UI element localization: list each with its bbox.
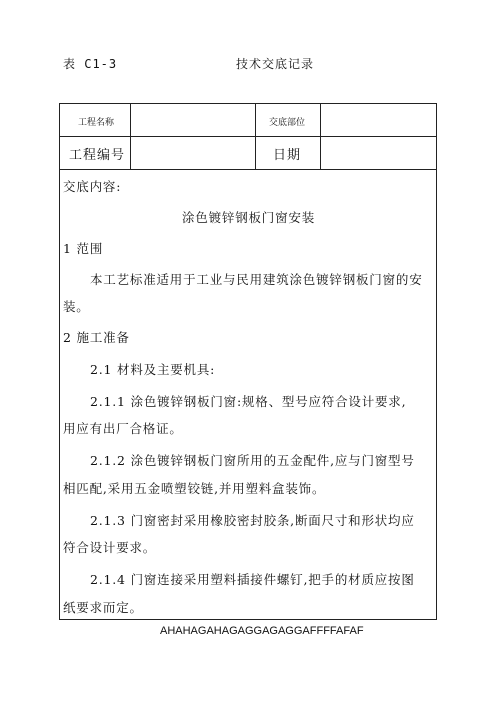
- content-line: 用应有出厂合格证。: [63, 421, 183, 436]
- handover-part-label: 交底部位: [269, 118, 306, 128]
- date-label: 日期: [273, 148, 302, 163]
- col-divider: [255, 104, 256, 169]
- content-line: 2.1.3 门窗密封采用橡胶密封胶条,断面尺寸和形状均应: [90, 513, 415, 528]
- form-number: 表 C1-3: [63, 57, 118, 71]
- project-number-label: 工程编号: [69, 148, 126, 163]
- row-divider: [60, 136, 436, 137]
- content-line: 相匹配,采用五金喷塑铰链,并用塑料盒装饰。: [63, 481, 326, 496]
- handover-record-table: [59, 103, 437, 620]
- content-line: 本工艺标准适用于工业与民用建筑涂色镀锌钢板门窗的安: [90, 272, 423, 287]
- content-line: 2.1 材料及主要机具:: [90, 362, 216, 377]
- content-line: 纸要求而定。: [63, 600, 143, 615]
- section-heading: 涂色镀锌钢板门窗安装: [182, 210, 316, 225]
- footer-text: AHAHAGAHAGAGGAGAGGAFFFFAFAF: [160, 625, 364, 637]
- col-divider: [130, 104, 131, 169]
- project-name-label: 工程名称: [78, 118, 115, 128]
- content-intro: 交底内容:: [63, 179, 122, 194]
- content-line: 1 范围: [63, 241, 104, 256]
- content-line: 2.1.1 涂色镀锌钢板门窗:规格、型号应符合设计要求,: [90, 394, 407, 409]
- content-line: 2 施工准备: [63, 330, 130, 345]
- content-line: 2.1.2 涂色镀锌钢板门窗所用的五金配件,应与门窗型号: [90, 453, 415, 468]
- content-line: 符合设计要求。: [63, 540, 157, 555]
- content-line: 2.1.4 门窗连接采用塑料插接件螺钉,把手的材质应按图: [90, 572, 415, 587]
- row-divider: [60, 169, 436, 170]
- col-divider: [320, 104, 321, 169]
- content-line: 装。: [63, 299, 90, 314]
- document-title: 技术交底记录: [236, 57, 315, 71]
